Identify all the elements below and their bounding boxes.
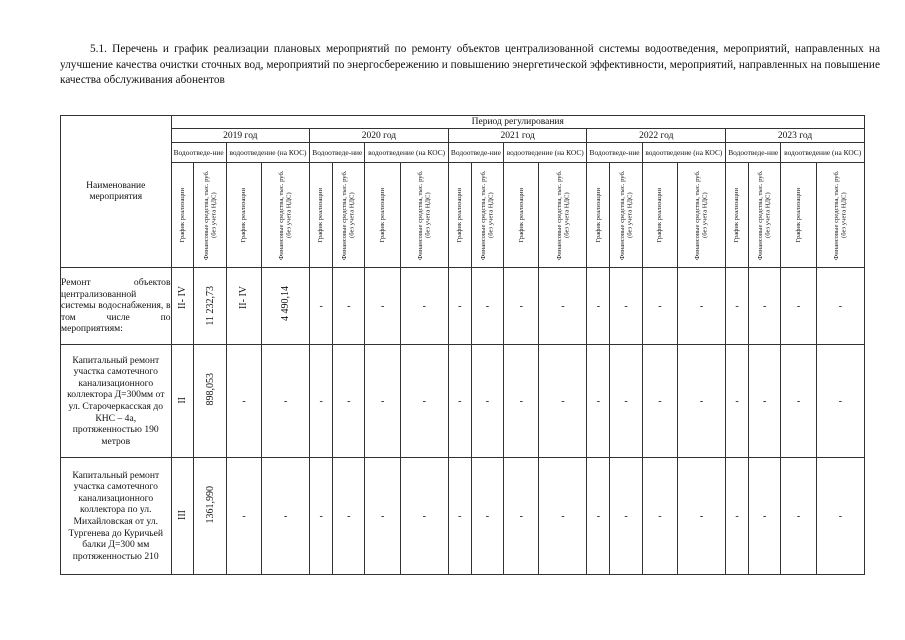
table-cell [448,268,471,345]
empty-value: - [763,300,767,312]
cell-value: III [176,509,188,520]
column-header-text: График реализации [594,187,602,243]
table-row [61,268,865,345]
column-header-wrap [472,163,503,267]
table-cell [171,268,194,345]
measures-table [60,115,865,575]
table-cell [539,268,587,345]
empty-value: - [699,300,704,312]
column-header [781,163,816,268]
empty-value: - [658,510,662,522]
table-cell [471,345,503,458]
column-header [642,163,677,268]
empty-value: - [380,510,385,522]
subgroup-header: водоотведение (на КОС) [781,143,865,163]
cell-value: 4 490,14 [280,286,292,321]
cell-value: II- IV [238,286,250,310]
table-cell [226,268,261,345]
empty-value: - [422,395,426,407]
empty-value: - [284,395,288,407]
column-header-wrap [172,163,194,267]
table-cell [365,458,400,575]
column-header-wrap [333,163,364,267]
column-header-text: Финансовые средства, тыс. руб. (без учета НДС) [757,170,772,260]
table-cell [400,458,448,575]
empty-value: - [561,510,565,522]
document-caption: 5.1. Перечень и график реализации плановых мероприятий по ремонту объектов централизованной системы водоотведения, мероприятий, направленных на улучшение качества очистки сточных вод, мероприятий по энергосбережению и повышению энергетической эффективности, мероприятий, направленных на повышение качества обслуживания абонентов [60,43,880,86]
column-header [749,163,781,268]
column-header [471,163,503,268]
column-header-wrap [817,163,864,267]
column-header-wrap [194,163,225,267]
empty-value: - [796,395,801,407]
table-cell [781,268,816,345]
empty-value: - [596,300,601,312]
empty-value: - [319,300,323,312]
table-cell [678,345,726,458]
column-header-wrap [449,163,471,267]
column-header-wrap [401,163,448,267]
empty-value: - [319,395,323,407]
empty-value: - [596,510,601,522]
empty-value: - [838,510,843,522]
column-header-text: Финансовые средства, тыс. руб. (без учета НДС) [416,170,432,260]
table-cell [171,345,194,458]
cell-value: 1361,990 [204,486,216,524]
empty-value: - [458,300,462,312]
cell-value: II [176,396,188,404]
column-header-text: Финансовые средства, тыс. руб. (без учета НДС) [341,170,356,260]
subgroup-header: водоотведение (на КОС) [226,143,309,163]
empty-value: - [658,395,662,407]
table-cell [726,345,749,458]
table-cell [194,458,226,575]
empty-value: - [519,300,523,312]
table-cell [262,268,310,345]
column-header-wrap [678,163,725,267]
empty-value: - [796,510,801,522]
column-header-wrap [781,163,815,267]
table-cell [194,268,226,345]
column-header-text: Финансовые средства, тыс. руб. (без учета НДС) [694,170,709,260]
table-cell [448,345,471,458]
empty-value: - [284,510,288,522]
column-header-text: График реализации [794,187,802,243]
table-cell [400,345,448,458]
empty-value: - [242,395,246,407]
empty-value: - [561,395,565,407]
table-cell [504,345,539,458]
column-header-wrap [227,163,261,267]
column-header [226,163,261,268]
column-header [504,163,539,268]
column-header-text: График реализации [178,187,186,243]
empty-value: - [458,395,462,407]
table-cell [816,345,864,458]
column-header-text: Финансовые средства, тыс. руб. (без учета НДС) [202,170,218,260]
cell-value: 898,053 [204,373,216,406]
subgroup-header: водоотведение (на КОС) [504,143,587,163]
table-cell [678,268,726,345]
table-cell [171,458,194,575]
column-header [587,163,610,268]
empty-value: - [624,300,628,312]
measure-name: Капитальный ремонт участка самотечного канализационного коллектора Д=300мм от ул. Старочеркасская до КНС – 4а, протяженностью 190 метров [61,345,172,458]
empty-value: - [838,300,843,312]
year-header: 2020 год [310,129,449,143]
table-cell [610,268,642,345]
column-header [171,163,194,268]
empty-value: - [422,300,426,312]
empty-value: - [485,395,490,407]
column-header-wrap [749,163,780,267]
empty-value: - [319,510,323,522]
year-header: 2019 год [171,129,310,143]
empty-value: - [624,510,628,522]
table-cell [365,268,400,345]
table-cell [642,268,677,345]
column-header-text: Финансовые средства, тыс. руб. (без учета НДС) [278,170,293,260]
cell-value: II- IV [176,286,188,310]
empty-value: - [624,395,628,407]
header-row-period [61,116,865,129]
period-header: Период регулирования [171,116,864,129]
year-header: 2021 год [448,129,587,143]
table-cell [448,458,471,575]
subgroup-header: Водоотведе-ние [448,143,503,163]
column-header-text: Финансовые средства, тыс. руб. (без учета НДС) [479,170,495,260]
empty-value: - [735,395,739,407]
column-header-wrap [310,163,332,267]
column-header [365,163,400,268]
measure-name: Капитальный ремонт участка самотечного канализационного коллектора по ул. Михайловская от ул. Тургенева до Куричьей балки Д=300 мм протяженностью 210 [61,458,172,575]
column-header-text: Финансовые средства, тыс. руб. (без учета НДС) [832,170,848,260]
column-header-text: График реализации [456,187,464,243]
column-header [333,163,365,268]
column-header [610,163,642,268]
table-cell [310,345,333,458]
subgroup-header: Водоотведе-ние [310,143,365,163]
column-header-wrap [539,163,586,267]
column-header-text: График реализации [317,187,325,243]
column-header [539,163,587,268]
table-cell [678,458,726,575]
name-column-header: Наименование мероприятия [61,116,172,268]
table-cell [816,458,864,575]
empty-value: - [380,300,385,312]
table-cell [333,458,365,575]
empty-value: - [380,395,385,407]
column-header [816,163,864,268]
column-header [448,163,471,268]
empty-value: - [658,300,662,312]
table-cell [471,458,503,575]
table-cell [262,345,310,458]
table-cell [194,345,226,458]
header-row-years [61,129,865,143]
column-header-wrap [726,163,748,267]
column-header-wrap [643,163,677,267]
column-header [678,163,726,268]
table-body [61,116,865,575]
column-header-wrap [365,163,399,267]
table-cell [333,268,365,345]
table-cell [781,345,816,458]
table-cell [610,458,642,575]
empty-value: - [347,510,351,522]
subgroup-header: водоотведение (на КОС) [642,143,725,163]
column-header-wrap [262,163,309,267]
table-cell [587,345,610,458]
table-cell [539,458,587,575]
table-cell [642,345,677,458]
table-cell [504,458,539,575]
column-header-text: График реализации [378,187,386,243]
column-header-text: График реализации [656,187,664,243]
empty-value: - [347,395,351,407]
column-header-text: График реализации [517,187,525,243]
header-row-subgroups [61,143,865,163]
table-cell [310,458,333,575]
empty-value: - [735,510,739,522]
column-header [310,163,333,268]
column-header [262,163,310,268]
empty-value: - [519,510,523,522]
empty-value: - [699,395,704,407]
table-cell [749,458,781,575]
empty-value: - [763,510,767,522]
column-header-text: Финансовые средства, тыс. руб. (без учета НДС) [618,170,634,260]
table-cell [587,268,610,345]
cell-value: 11 232,73 [204,286,216,326]
empty-value: - [422,510,426,522]
table-cell [587,458,610,575]
empty-value: - [347,300,351,312]
empty-value: - [458,510,462,522]
table-cell [642,458,677,575]
column-header-text: График реализации [240,187,248,243]
subgroup-header: Водоотведе-ние [171,143,226,163]
year-header: 2023 год [726,129,865,143]
empty-value: - [596,395,601,407]
column-header-wrap [587,163,609,267]
table-cell [226,458,261,575]
subgroup-header: Водоотведе-ние [726,143,781,163]
year-header: 2022 год [587,129,726,143]
empty-value: - [485,510,490,522]
table-row [61,345,865,458]
measure-name: Ремонт объектов централизованной системы водоснабжения, в том числе по мероприятиям: [61,268,172,345]
empty-value: - [838,395,843,407]
column-header-text: График реализации [733,187,741,243]
table-row [61,458,865,575]
table-cell [781,458,816,575]
empty-value: - [561,300,565,312]
subgroup-header: водоотведение (на КОС) [365,143,448,163]
empty-value: - [519,395,523,407]
column-header-wrap [504,163,538,267]
table-cell [333,345,365,458]
column-header-text: Финансовые средства, тыс. руб. (без учета НДС) [555,170,570,260]
table-cell [539,345,587,458]
table-cell [365,345,400,458]
header-row-columns [61,163,865,268]
table-cell [749,268,781,345]
table-cell [726,268,749,345]
column-header [400,163,448,268]
empty-value: - [242,510,246,522]
table-cell [610,345,642,458]
empty-value: - [485,300,490,312]
column-header [194,163,226,268]
empty-value: - [735,300,739,312]
table-cell [400,268,448,345]
column-header [726,163,749,268]
table-cell [816,268,864,345]
column-header-wrap [610,163,641,267]
table-cell [262,458,310,575]
empty-value: - [699,510,704,522]
subgroup-header: Водоотведе-ние [587,143,642,163]
table-cell [504,268,539,345]
table-cell [471,268,503,345]
table-cell [310,268,333,345]
empty-value: - [796,300,801,312]
table-cell [749,345,781,458]
empty-value: - [763,395,767,407]
table-cell [226,345,261,458]
table-cell [726,458,749,575]
